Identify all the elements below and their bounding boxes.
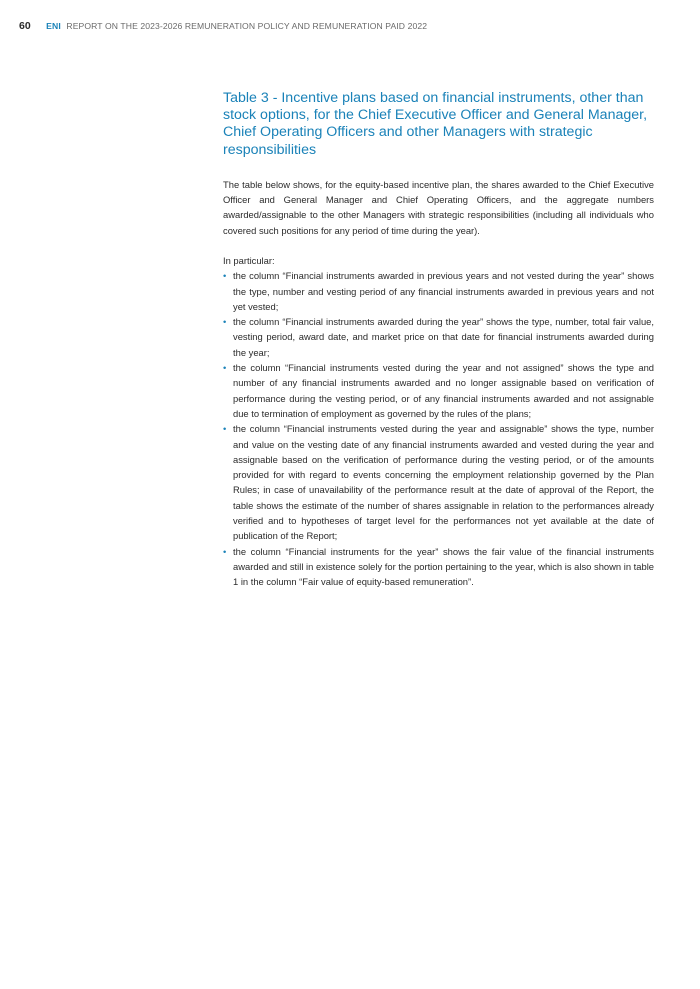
bullet-dot-icon: •	[223, 362, 227, 374]
bullet-text: the column “Financial instruments vested during the year and not assigned” shows the type and number of any financial instruments awarded and no longer assignable based on verification of performance during the vesting period, or of any financial instruments awarded and not assignable due to termination of employment as governed by the rules of the plans;	[233, 362, 654, 419]
bullet-dot-icon: •	[223, 545, 227, 557]
bullet-item	[223, 268, 654, 314]
bullet-text: the column “Financial instruments awarded during the year” shows the type, number, total fair value, vesting period, award date, and market price on that date for financial instruments awarded during the year;	[233, 316, 654, 358]
section-title: Table 3 - Incentive plans based on financial instruments, other than stock options, for the Chief Executive Officer and General Manager, Chief Operating Officers and other Managers with strategic responsibilities	[223, 90, 648, 158]
report-title: REPORT ON THE 2023-2026 REMUNERATION POLICY AND REMUNERATION PAID 2022	[66, 21, 428, 31]
bullet-item	[223, 544, 654, 590]
bullet-text: the column “Financial instruments awarded in previous years and not vested during the year” shows the type, number and vesting period of any financial instruments awarded in previous years and not yet vested;	[233, 270, 654, 312]
brand-name: ENI	[46, 21, 62, 31]
bullet-text: the column “Financial instruments vested during the year and assignable” shows the type, number and value on the vesting date of any financial instruments awarded and vested during the year and assignable based on the verification of performance during the vesting period, or of the amounts provided for with regard to events concerning the employment relationship governed by the Plan Rules; in case of unavailability of the performance result at the date of approval of the Report, the table shows the estimate of the number of shares assignable in relation to the performances already verified and to hypotheses of target level for the performances not yet available at the date of publication of the Report;	[233, 423, 654, 542]
page-number: 60	[19, 20, 31, 32]
intro-paragraph: The table below shows, for the equity-based incentive plan, the shares awarded to the Chief Executive Officer and General Manager and Chief Operating Officers, and the aggregate numbers awarded/assignable to the other Managers with strategic responsibilities (including all individuals who covered such positions for any period of time during the year).	[223, 178, 654, 236]
bullet-item	[223, 421, 654, 543]
main-content	[223, 90, 654, 590]
lead-text: In particular:	[223, 255, 275, 266]
bullet-item	[223, 360, 654, 421]
bullet-dot-icon: •	[223, 270, 227, 282]
bullet-list	[223, 268, 654, 589]
bullet-dot-icon: •	[223, 423, 227, 435]
bullet-dot-icon: •	[223, 316, 227, 328]
bullet-text: the column “Financial instruments for the year” shows the fair value of the financial instruments awarded and still in existence solely for the portion pertaining to the year, which is also shown in table 1 in the column “Fair value of equity-based remuneration”.	[233, 545, 654, 588]
bullet-item	[223, 314, 654, 360]
page-header	[19, 19, 427, 33]
